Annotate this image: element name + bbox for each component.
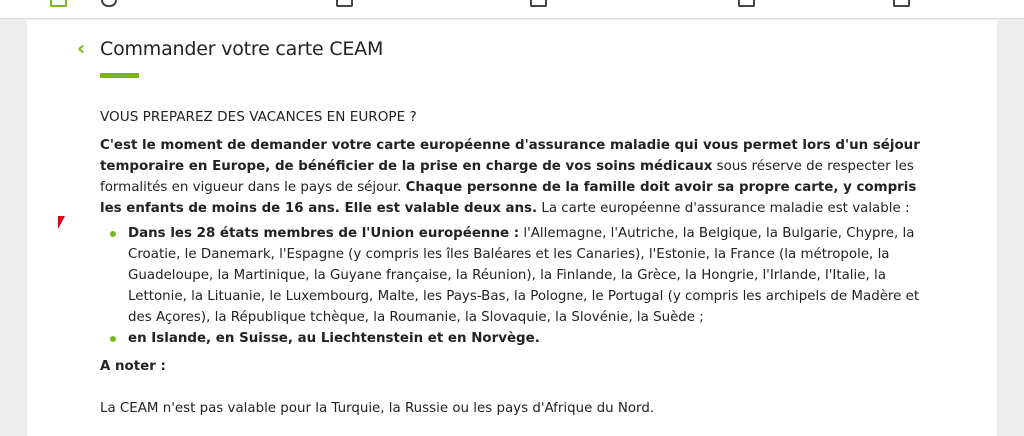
intro-paragraph [100, 135, 930, 219]
page-title: Commander votre carte CEAM [100, 38, 384, 60]
content-card [27, 20, 997, 436]
document-icon[interactable] [336, 0, 353, 7]
list-item [128, 328, 930, 349]
intro-text-2: La carte européenne d'assurance maladie est valable : [537, 201, 910, 216]
bullet-icon [110, 231, 116, 237]
mouse-cursor-icon [58, 216, 65, 229]
intro-text-1: sous réserve de respecter les formalités en vigueur dans le pays de séjour. [100, 159, 914, 195]
list-item-bold: Dans les 28 états membres de l'Union européenne : [128, 226, 520, 241]
back-chevron-icon[interactable]: ‹ [77, 36, 86, 60]
title-underline [100, 73, 139, 78]
intro-bold-2: Chaque personne de la famille doit avoir sa propre carte, y compris les enfants de moins de 16 ans. Elle est valable deux ans. [100, 180, 917, 216]
validity-list [100, 223, 930, 349]
list-item-bold: en Islande, en Suisse, au Liechtenstein et en Norvège. [128, 331, 540, 346]
section-heading: VOUS PREPAREZ DES VACANCES EN EUROPE ? [100, 109, 417, 125]
intro-bold-1: C'est le moment de demander votre carte européenne d'assurance maladie qui vous permet lors d'un séjour temporaire en Europe, de bénéficier de la prise en charge de vos soins médicaux [100, 138, 920, 174]
mail-icon[interactable] [893, 0, 910, 7]
note-text: La CEAM n'est pas valable pour la Turquie, la Russie ou les pays d'Afrique du Nord. [100, 401, 655, 416]
card-icon[interactable] [530, 0, 547, 7]
folder-icon[interactable] [738, 0, 755, 7]
list-item [128, 223, 930, 328]
grid-icon[interactable] [50, 0, 67, 7]
bullet-icon [110, 336, 116, 342]
top-navigation-bar [0, 0, 1024, 19]
note-label: A noter : [100, 359, 166, 374]
clock-icon[interactable] [101, 0, 117, 7]
list-item-text: l'Allemagne, l'Autriche, la Belgique, la Bulgarie, Chypre, la Croatie, le Danemark, l'Espagne (y compris les îles Baléares et les Canaries), l'Estonie, la France (la métropole, la Guadeloupe, la Martinique, la Guyane française, la Réunion), la Finlande, la Grèce, la Hongrie, l'Irlande, l'Italie, la Lettonie, la Lituanie, le Luxembourg, Malte, les Pays-Bas, la Pologne, le Portugal (y compris les archipels de Madère et des Açores), la République tchèque, la Roumanie, la Slovaquie, la Slovénie, la Suède ; [128, 226, 920, 325]
article-body [100, 107, 930, 419]
